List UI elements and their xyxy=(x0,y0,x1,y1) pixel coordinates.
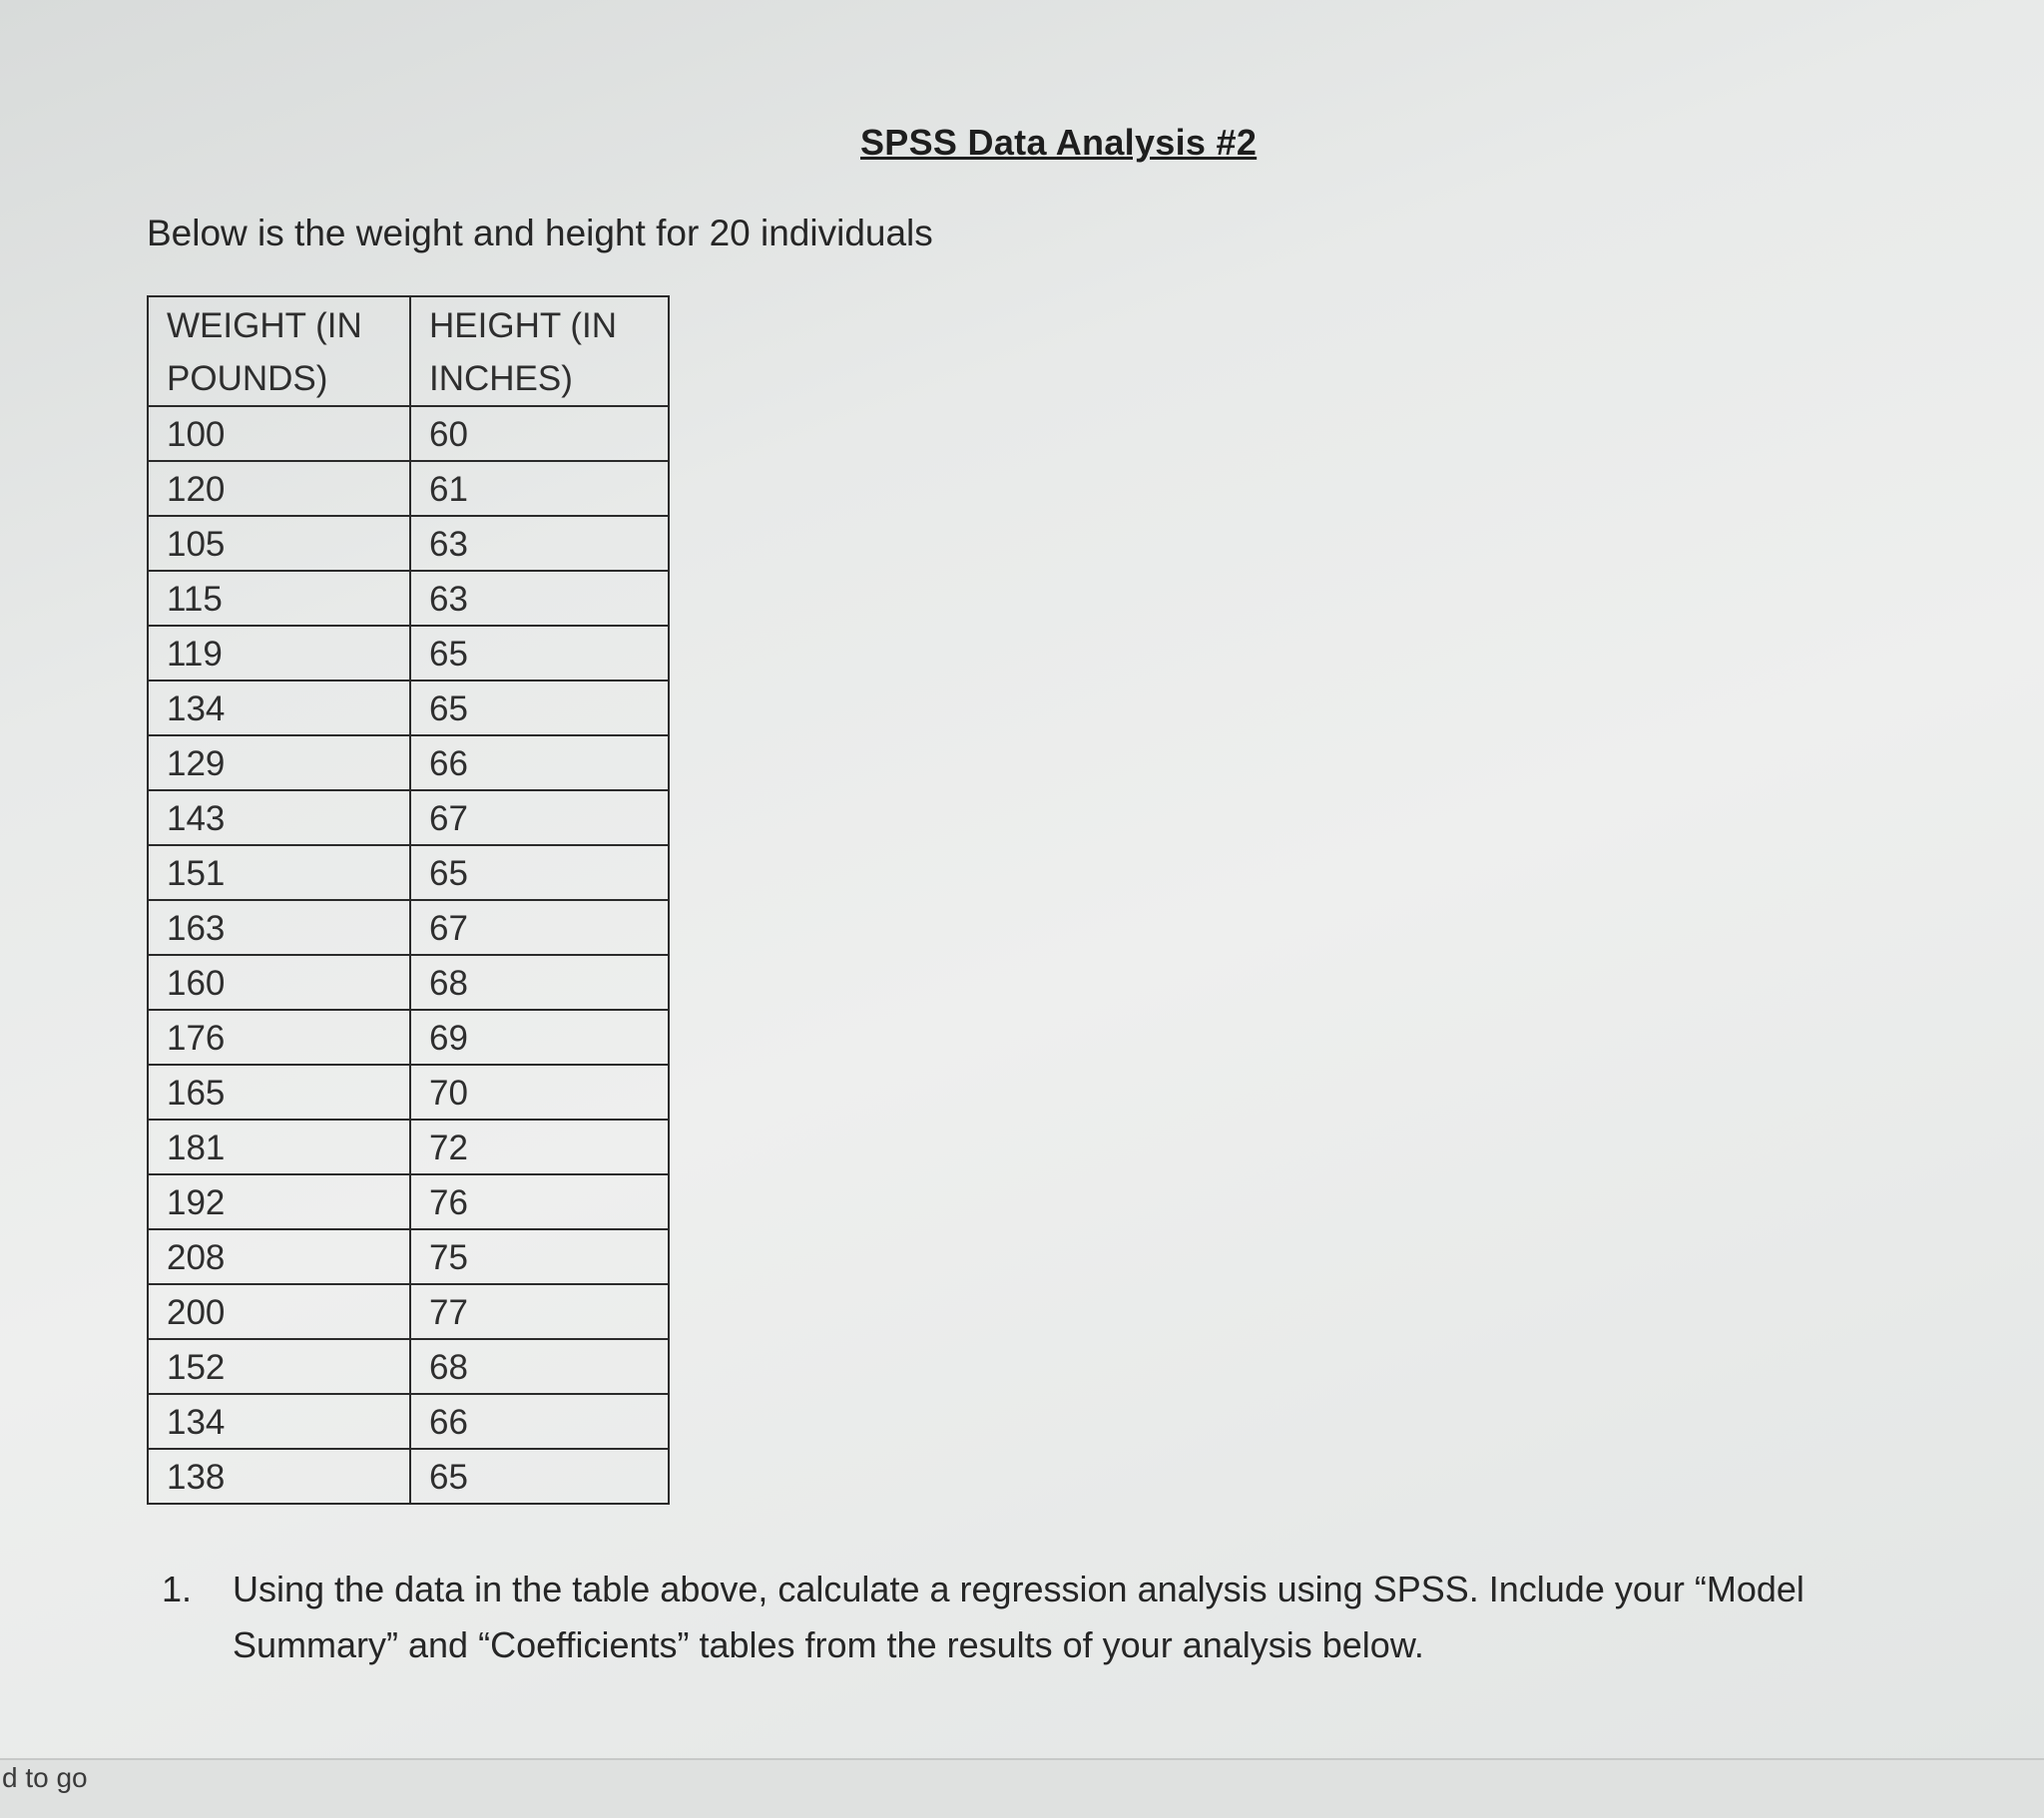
weight-cell: 181 xyxy=(148,1120,410,1174)
table-row xyxy=(148,1065,669,1120)
question-number: 1. xyxy=(162,1569,193,1609)
weight-cell: 143 xyxy=(148,790,410,845)
weight-cell: 138 xyxy=(148,1449,410,1504)
weight-cell: 160 xyxy=(148,955,410,1010)
status-text: d to go xyxy=(2,1762,88,1793)
weight-cell: 200 xyxy=(148,1284,410,1339)
weight-cell: 163 xyxy=(148,900,410,955)
column-header-height: HEIGHT (IN INCHES) xyxy=(410,296,669,406)
height-cell: 60 xyxy=(410,406,669,461)
weight-cell: 119 xyxy=(148,626,410,681)
intro-text: Below is the weight and height for 20 individuals xyxy=(147,213,933,253)
height-cell: 68 xyxy=(410,1339,669,1394)
table-row xyxy=(148,735,669,790)
height-cell: 67 xyxy=(410,900,669,955)
height-cell: 63 xyxy=(410,571,669,626)
height-cell: 72 xyxy=(410,1120,669,1174)
table-row xyxy=(148,516,669,571)
table-row xyxy=(148,406,669,461)
column-header-weight: WEIGHT (IN POUNDS) xyxy=(148,296,410,406)
weight-cell: 115 xyxy=(148,571,410,626)
table-row xyxy=(148,900,669,955)
table-row xyxy=(148,790,669,845)
table-row xyxy=(148,1120,669,1174)
weight-cell: 134 xyxy=(148,681,410,735)
weight-cell: 152 xyxy=(148,1339,410,1394)
weight-cell: 134 xyxy=(148,1394,410,1449)
height-cell: 65 xyxy=(410,845,669,900)
height-cell: 75 xyxy=(410,1229,669,1284)
table-row xyxy=(148,626,669,681)
height-cell: 65 xyxy=(410,626,669,681)
height-cell: 69 xyxy=(410,1010,669,1065)
table-header-row xyxy=(148,296,669,406)
table-row xyxy=(148,1339,669,1394)
table-row xyxy=(148,1229,669,1284)
table-row xyxy=(148,461,669,516)
height-cell: 65 xyxy=(410,1449,669,1504)
weight-cell: 192 xyxy=(148,1174,410,1229)
height-cell: 68 xyxy=(410,955,669,1010)
table-row xyxy=(148,1449,669,1504)
weight-cell: 208 xyxy=(148,1229,410,1284)
question-item xyxy=(162,1562,1918,1673)
height-cell: 61 xyxy=(410,461,669,516)
question-text: Using the data in the table above, calculate a regression analysis using SPSS. Include your “Model Summary” and “Coefficients” tables from the results of your analysis below. xyxy=(233,1569,1804,1665)
height-cell: 65 xyxy=(410,681,669,735)
table-row xyxy=(148,571,669,626)
weight-cell: 105 xyxy=(148,516,410,571)
page-title: SPSS Data Analysis #2 xyxy=(860,122,1258,163)
status-bar xyxy=(0,1758,2044,1818)
table-row xyxy=(148,845,669,900)
height-cell: 70 xyxy=(410,1065,669,1120)
height-cell: 76 xyxy=(410,1174,669,1229)
weight-cell: 129 xyxy=(148,735,410,790)
weight-cell: 151 xyxy=(148,845,410,900)
table-row xyxy=(148,1174,669,1229)
table-row xyxy=(148,681,669,735)
height-cell: 77 xyxy=(410,1284,669,1339)
table-body xyxy=(148,406,669,1504)
weight-cell: 165 xyxy=(148,1065,410,1120)
height-cell: 66 xyxy=(410,735,669,790)
weight-cell: 100 xyxy=(148,406,410,461)
height-cell: 67 xyxy=(410,790,669,845)
table-row xyxy=(148,1284,669,1339)
table-row xyxy=(148,955,669,1010)
height-cell: 66 xyxy=(410,1394,669,1449)
data-table xyxy=(147,295,670,1505)
height-cell: 63 xyxy=(410,516,669,571)
weight-cell: 176 xyxy=(148,1010,410,1065)
table-row xyxy=(148,1010,669,1065)
table-row xyxy=(148,1394,669,1449)
weight-cell: 120 xyxy=(148,461,410,516)
